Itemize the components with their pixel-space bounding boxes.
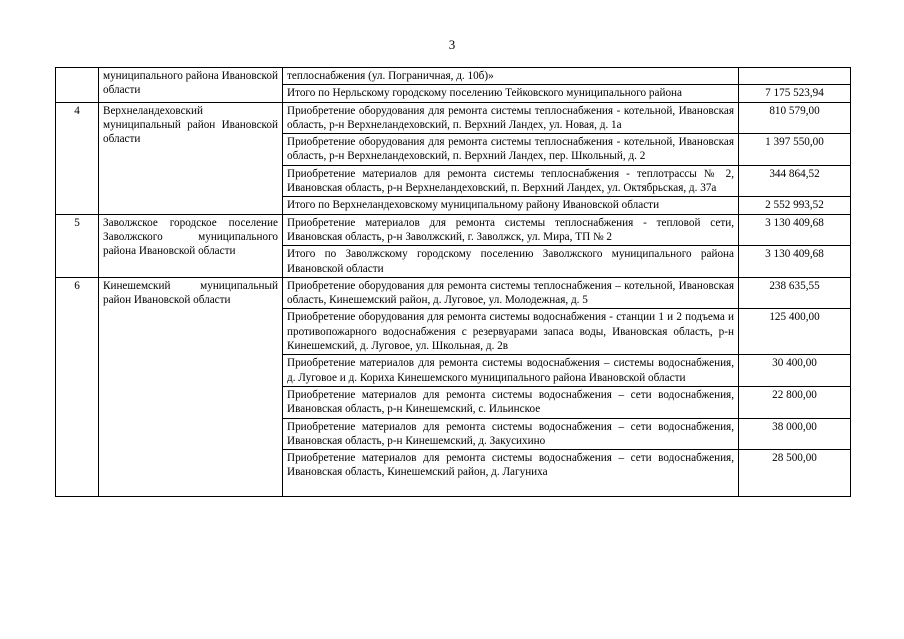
item-amount: 3 130 409,68 [739,214,851,246]
item-amount: 810 579,00 [739,102,851,134]
subtotal-amount: 7 175 523,94 [739,85,851,102]
item-amount: 125 400,00 [739,309,851,355]
municipality-name: Заволжское городское поселение Заволжского муниципального района Ивановской области [99,214,283,277]
table-row [56,214,851,246]
municipality-name: муниципального района Ивановской области [99,68,283,103]
item-description: Приобретение материалов для ремонта системы водоснабжения – сети водоснабжения, Ивановская область, р-н Кинешемский, с. Ильинское [283,386,739,418]
item-amount: 22 800,00 [739,386,851,418]
item-amount: 344 864,52 [739,165,851,197]
subtotal-description: Итого по Заволжскому городскому поселению Заволжского муниципального района Ивановской области [283,246,739,278]
item-description: Приобретение оборудования для ремонта системы теплоснабжения – котельной, Ивановская область, Кинешемский район, д. Луговое, ул. Молодежная, д. 5 [283,277,739,309]
subtotal-amount: 3 130 409,68 [739,246,851,278]
item-description: Приобретение оборудования для ремонта системы теплоснабжения - котельной, Ивановская область, р-н Верхнеландеховский, п. Верхний Ландех, ул. Новая, д. 1а [283,102,739,134]
subtotal-description: Итого по Верхнеландеховскому муниципальному району Ивановской области [283,197,739,214]
municipality-name: Кинешемский муниципальный район Ивановской области [99,277,283,496]
row-number: 4 [56,102,99,214]
item-description: Приобретение оборудования для ремонта системы водоснабжения - станции 1 и 2 подъема и противопожарного водоснабжения с резервуарами запаса воды, Ивановская область, р-н Кинешемский, д. Луговое, ул. Школьная, д. 2в [283,309,739,355]
item-amount: 30 400,00 [739,355,851,387]
item-amount: 1 397 550,00 [739,134,851,166]
item-description: Приобретение материалов для ремонта системы водоснабжения – системы водоснабжения, д. Луговое и д. Кориха Кинешемского муниципального района Ивановской области [283,355,739,387]
row-number: 5 [56,214,99,277]
row-number [56,68,99,103]
table-row [56,68,851,85]
item-description: Приобретение материалов для ремонта системы теплоснабжения - теплотрассы № 2, Ивановская область, р-н Верхнеландеховский, п. Верхний Ландех, ул. Октябрьская, д. 37а [283,165,739,197]
table-row [56,277,851,309]
item-amount: 28 500,00 [739,450,851,497]
item-description: Приобретение материалов для ремонта системы теплоснабжения - тепловой сети, Ивановская область, р-н Заволжский, г. Заволжск, ул. Мира, ТП № 2 [283,214,739,246]
row-number: 6 [56,277,99,496]
subtotal-amount: 2 552 993,52 [739,197,851,214]
item-amount: 238 635,55 [739,277,851,309]
item-description: Приобретение материалов для ремонта системы водоснабжения – сети водоснабжения, Ивановская область, р-н Кинешемский, д. Закусихино [283,418,739,450]
item-description: Приобретение оборудования для ремонта системы теплоснабжения - котельной, Ивановская область, р-н Верхнеландеховский, п. Верхний Ландех, пер. Школьный, д. 2 [283,134,739,166]
item-amount [739,68,851,85]
subtotal-description: Итого по Нерльскому городскому поселению Тейковского муниципального района [283,85,739,102]
item-amount: 38 000,00 [739,418,851,450]
page-number: 3 [448,37,456,52]
table-row [56,102,851,134]
item-description: теплоснабжения (ул. Пограничная, д. 10б)» [283,68,739,85]
item-description: Приобретение материалов для ремонта системы водоснабжения – сети водоснабжения, Ивановская область, Кинешемский район, д. Лагуниха [283,450,739,497]
municipality-name: Верхнеландеховский муниципальный район Ивановской области [99,102,283,214]
funding-table [55,67,851,497]
